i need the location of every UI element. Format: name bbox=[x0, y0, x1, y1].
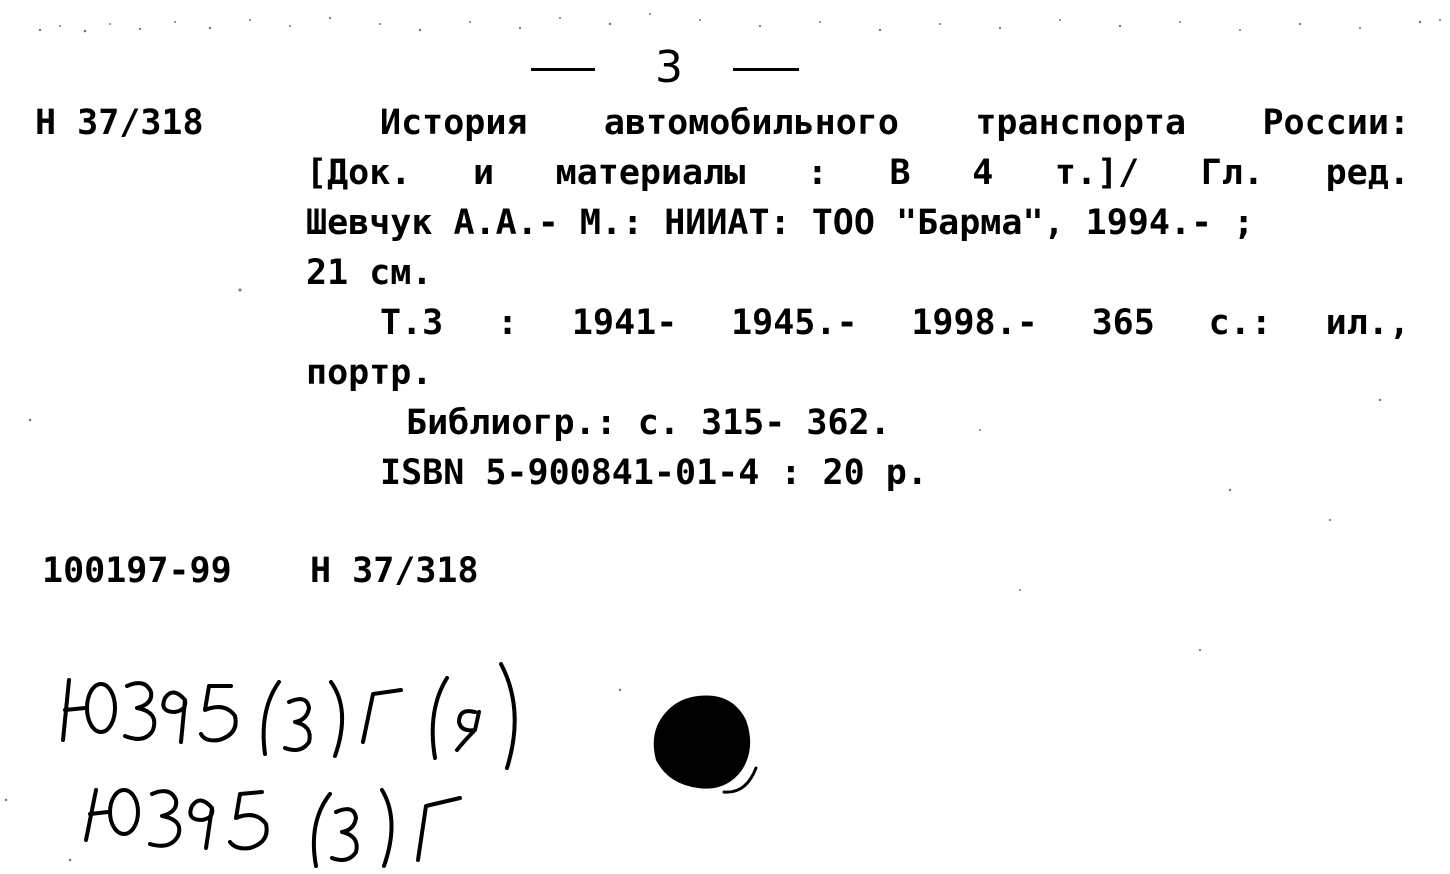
volume-word: : bbox=[497, 303, 519, 343]
page-number-dash-right bbox=[733, 68, 799, 71]
subtitle-word: Гл. bbox=[1200, 153, 1264, 193]
volume-word: 1998.- bbox=[911, 303, 1038, 343]
illustrations-line: портр. bbox=[306, 353, 433, 393]
handwritten-call-number-2 bbox=[80, 770, 500, 870]
editor-publisher-line: Шевчук А.А.- М.: НИИАТ: ТОО "Барма", 1994.- ; bbox=[306, 203, 1255, 243]
volume-line bbox=[380, 298, 1410, 348]
shelf-mark: Н 37/318 bbox=[35, 103, 204, 143]
subtitle-word: 4 bbox=[972, 153, 994, 193]
volume-word: 1945.- bbox=[731, 303, 858, 343]
subtitle-word: и bbox=[472, 153, 495, 193]
accession-number: 100197-99 bbox=[42, 551, 232, 591]
title-line bbox=[380, 98, 1410, 148]
subtitle-word: т.]/ bbox=[1054, 153, 1140, 193]
subtitle-word: [Док. bbox=[306, 153, 412, 193]
subtitle-word: В bbox=[889, 153, 911, 193]
title-word: История bbox=[380, 103, 528, 143]
title-word: транспорта bbox=[975, 103, 1187, 143]
handwritten-call-number-1 bbox=[55, 650, 555, 770]
title-word: автомобильного bbox=[603, 103, 899, 143]
volume-word: ил., bbox=[1325, 303, 1410, 343]
subtitle-word: материалы bbox=[555, 153, 746, 193]
volume-word: Т.3 bbox=[380, 303, 444, 343]
page-number: 3 bbox=[655, 42, 683, 93]
size-line: 21 см. bbox=[306, 253, 433, 293]
bibliography-note: Библиогр.: с. 315- 362. bbox=[406, 403, 891, 443]
page-number-dash-left bbox=[531, 68, 595, 71]
subtitle-line bbox=[306, 148, 1410, 198]
accession-shelf-mark: Н 37/318 bbox=[310, 551, 479, 591]
ink-dot-mark bbox=[648, 690, 768, 800]
subtitle-word: : bbox=[806, 153, 828, 193]
subtitle-word: ред. bbox=[1325, 153, 1410, 193]
isbn-price: ISBN 5-900841-01-4 : 20 р. bbox=[380, 453, 928, 493]
volume-word: с.: bbox=[1208, 303, 1272, 343]
volume-word: 1941- bbox=[571, 303, 678, 343]
title-word: России: bbox=[1262, 103, 1410, 143]
volume-word: 365 bbox=[1091, 303, 1155, 343]
